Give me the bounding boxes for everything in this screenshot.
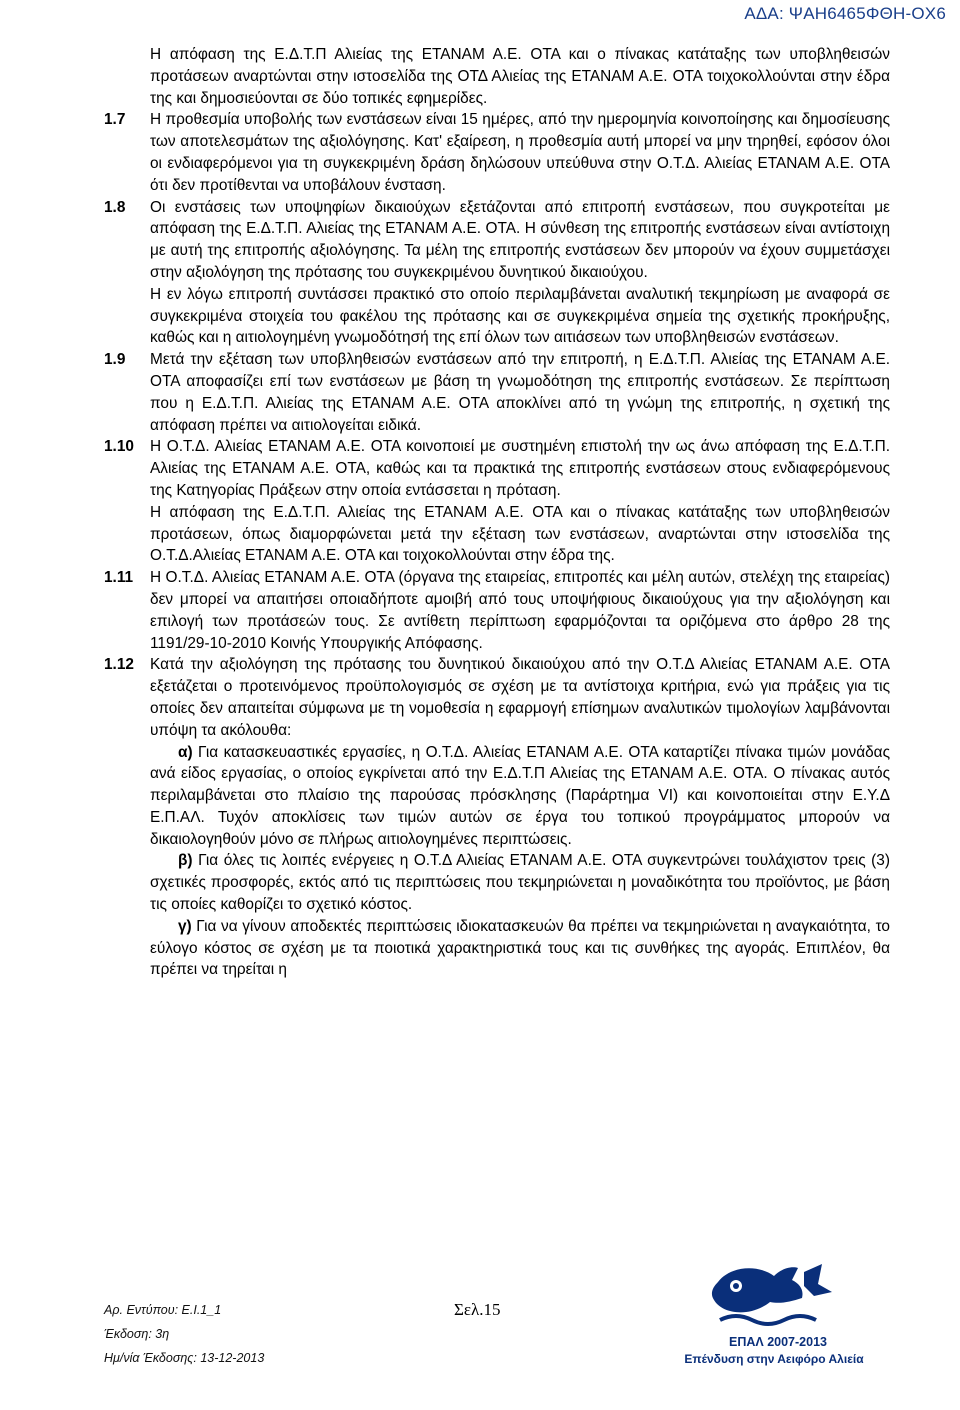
section-number: 1.8 [104,198,126,216]
section-text: Η Ο.Τ.Δ. Αλιείας ΕΤΑΝΑΜ Α.Ε. ΟΤΑ κοινοποιεί με συστημένη επιστολή την ως άνω απόφαση της Ε.Δ.Τ.Π. Αλιείας της ΕΤΑΝΑΜ Α.Ε. ΟΤΑ, καθώς και τα πρακτικά της επιτροπής ενστάσεων στους ενδιαφερόμενους της Κατηγορίας Πράξεων στην οποία εντάσσεται η πρόταση. [150,438,890,499]
section-1-11 [104,567,890,654]
item-text: Για όλες τις λοιπές ενέργειες η Ο.Τ.Δ Αλιείας ΕΤΑΝΑΜ Α.Ε. ΟΤΑ συγκεντρώνει τουλάχιστον τρεις (3) σχετικές προσφορές, εκτός από τις περιπτώσεις που τεκμηριώνεται η μοναδικότητα του προϊόντος, με βάση τις οποίες καθορίζει το σχετικό κόστος. [150,852,890,914]
item-label: α) [178,743,193,761]
section-text: Η Ο.Τ.Δ. Αλιείας ΕΤΑΝΑΜ Α.Ε. ΟΤΑ (όργανα της εταιρείας, επιτροπές και μέλη αυτών, στελέχη της εταιρείας) δεν μπορεί να απαιτήσει οποιαδήποτε αμοιβή από τους υποψήφιους δικαιούχους για την αξιολόγηση και επιλογή των προτάσεών τους. Σε αντίθετη περίπτωση εφαρμόζονται τα οριζόμενα στο άρθρο 28 της 1191/29-10-2010 Κοινής Υπουργικής Απόφασης. [150,569,890,652]
section-text: Οι ενστάσεις των υποψηφίων δικαιούχων εξετάζονται από επιτροπή ενστάσεων, που συγκροτείται με απόφαση της Ε.Δ.Τ.Π. Αλιείας της ΕΤΑΝΑΜ Α.Ε. ΟΤΑ. Η σύνθεση της επιτροπής ενστάσεων είναι αντίστοιχη με αυτή της επιτροπής αξιολόγησης. Τα μέλη της επιτροπής ενστάσεων δεν μπορούν να έχουν συμμετάσχει στην αξιολόγηση της πρότασης του συγκεκριμένου δυνητικού δικαιούχου. [150,198,890,281]
item-b [104,850,890,915]
item-a [104,742,890,851]
section-1-10-continued: Η απόφαση της Ε.Δ.Τ.Π. Αλιείας της ΕΤΑΝΑΜ Α.Ε. ΟΤΑ και ο πίνακας κατάταξης των υποβληθεισών προτάσεων, όπως διαμορφώνεται μετά την εξέταση των ενστάσεων, αναρτώνται στην ιστοσελίδα της Ο.Τ.Δ.Αλιείας ΕΤΑΝΑΜ Α.Ε. ΟΤΑ και τοιχοκολλούνται στην έδρα της. [150,503,890,565]
section-1-9 [104,349,890,436]
section-text: Μετά την εξέταση των υποβληθεισών ενστάσεων από την επιτροπή, η Ε.Δ.Τ.Π. Αλιείας της ΕΤΑΝΑΜ Α.Ε. ΟΤΑ αποφασίζει επί των ενστάσεων με βάση τη γνωμοδότηση της επιτροπής ενστάσεων. Σε περίπτωση που η Ε.Δ.Τ.Π. Αλιείας της ΕΤΑΝΑΜ Α.Ε. ΟΤΑ αποκλίνει από τη γνώμη της επιτροπής, η σχετική της απόφαση πρέπει να αιτιολογείται ειδικά. [150,351,890,434]
section-number: 1.9 [104,351,126,369]
section-text: Κατά την αξιολόγηση της πρότασης του δυνητικού δικαιούχου από την Ο.Τ.Δ Αλιείας ΕΤΑΝΑΜ Α.Ε. ΟΤΑ εξετάζεται ο προτεινόμενος προϋπολογισμός σε σχέση με τα αντίστοιχα κριτήρια, ενώ για πράξεις για τις οποίες δεν απαιτείται σύμφωνα με τη νομοθεσία η εφαρμογή επίσημων αναλυτικών τιμολογίων λαμβάνονται υπόψη τα ακόλουθα: [150,656,890,739]
section-1-10 [104,436,890,501]
item-label: β) [178,852,193,870]
intro-paragraph: Η απόφαση της Ε.Δ.Τ.Π Αλιείας της ΕΤΑΝΑΜ Α.Ε. ΟΤΑ και ο πίνακας κατάταξης των υποβληθεισών προτάσεων αναρτώνται στην ιστοσελίδα της ΟΤΔ Αλιείας της ΕΤΑΝΑΜ Α.Ε. ΟΤΑ τοιχοκολλούνται στην έδρα της και δημοσιεύονται σε δύο τοπικές εφημερίδες. [150,46,890,107]
section-1-8-continued: Η εν λόγω επιτροπή συντάσσει πρακτικό στο οποίο περιλαμβάνεται αναλυτική τεκμηρίωση με αναφορά σε συγκεκριμένα στοιχεία του φακέλου της πρότασης και σε συγκεκριμένα σημεία της σχετικής προκήρυξης, καθώς και η αιτιολογημένη γνωμοδότησή της επί όλων των αιτιάσεων των υποβληθεισών ενστάσεων. [150,285,890,347]
section-number: 1.7 [104,111,126,129]
section-1-8 [104,197,890,284]
document-body [104,44,890,981]
section-number: 1.11 [104,569,134,587]
section-number: 1.10 [104,438,134,456]
logo-title: ΕΠΑΛ 2007-2013 [729,1335,827,1349]
issue-date: Ημ/νία Έκδοσης: 13-12-2013 [104,1351,265,1365]
item-c [104,916,890,981]
item-text: Για κατασκευαστικές εργασίες, η Ο.Τ.Δ. Αλιείας ΕΤΑΝΑΜ Α.Ε. ΟΤΑ καταρτίζει πίνακα τιμών μονάδας ανά είδος εργασίας, ο οποίος εγκρίνεται από την Ε.Δ.Τ.Π Αλιείας της ΕΤΑΝΑΜ Α.Ε. ΟΤΑ. Ο πίνακας αυτός περιλαμβάνεται στο πλαίσιο της παρούσας πρόσκλησης (Παράρτημα VI) και κοινοποιείται στην Ε.Υ.Δ Ε.Π.ΑΛ. Τυχόν αποκλίσεις των τιμών αυτών σε έργα του τοπικού προγράμματος μπορούν να δικαιολογηθούν μόνο σε πλήρως αιτιολογημένες περιπτώσεις. [150,743,890,848]
section-1-12 [104,654,890,741]
edition: Έκδοση: 3η [104,1327,170,1341]
ada-code: ΑΔΑ: ΨΑΗ6465ΦΘΗ-ΟΧ6 [744,4,946,23]
page-number: Σελ.15 [454,1300,501,1319]
section-1-7 [104,109,890,196]
logo-subtitle: Επένδυση στην Αειφόρο Αλιεία [684,1352,864,1366]
item-label: γ) [178,917,192,935]
item-text: Για να γίνουν αποδεκτές περιπτώσεις ιδιοκατασκευών θα πρέπει να τεκμηριώνεται η αναγκαιότητα, το εύλογο κόστος σε σχέση με τα ποιοτικά χαρακτηριστικά τους και τις συνθήκες της αγοράς. Επιπλέον, θα πρέπει να τηρείται η [150,917,890,979]
section-number: 1.12 [104,656,134,674]
form-number: Αρ. Εντύπου: Ε.Ι.1_1 [104,1303,222,1317]
footer-info [104,1298,264,1370]
section-text: Η προθεσμία υποβολής των ενστάσεων είναι 15 ημέρες, από την ημερομηνία κοινοποίησης και δημοσίευσης των αποτελεσμάτων της αξιολόγησης. Κατ' εξαίρεση, η προθεσμία αυτή μπορεί να μην τηρηθεί, εφόσον όλοι οι ενδιαφερόμενοι για τη συγκεκριμένη δράση δηλώσουν υπεύθυνα στην Ο.Τ.Δ. Αλιείας ΕΤΑΝΑΜ Α.Ε. ΟΤΑ ότι δεν προτίθενται να υποβάλουν ένσταση. [150,111,890,194]
